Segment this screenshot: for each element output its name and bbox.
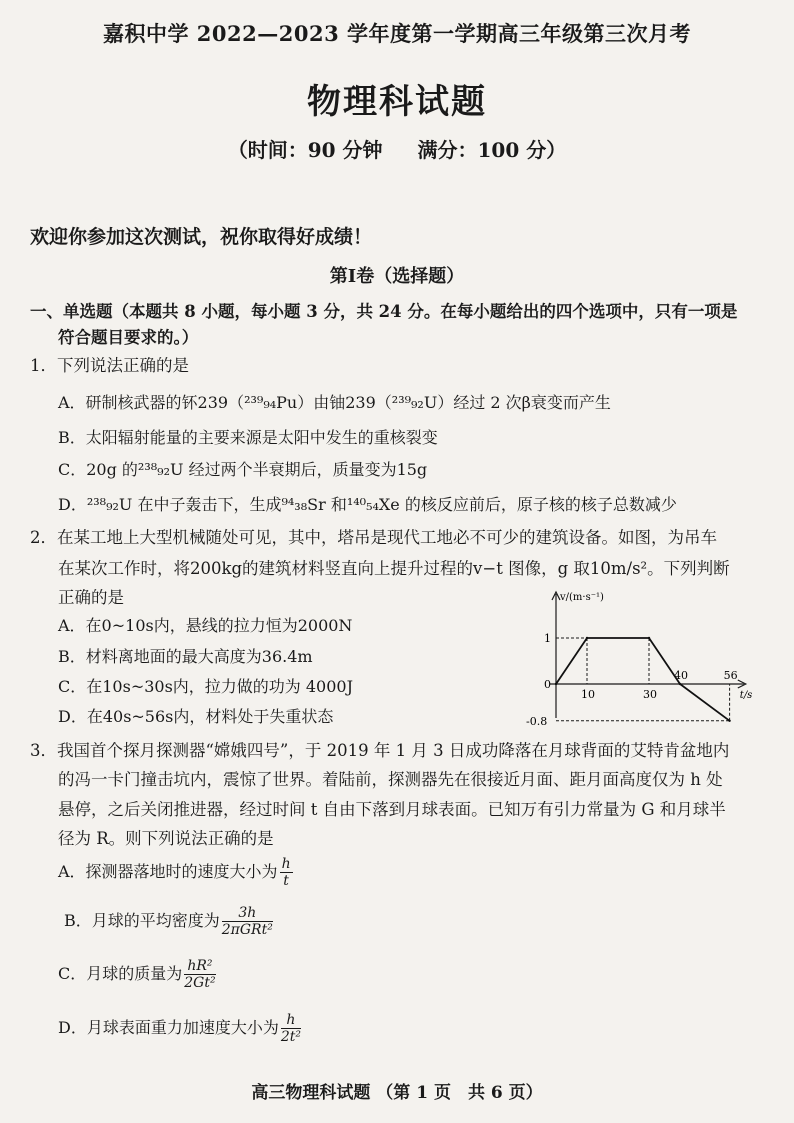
q2-stem-line1: 2．在某工地上大型机械随处可见，其中，塔吊是现代工地必不可少的建筑设备。如图，为吊车 [30, 528, 717, 547]
q3-option-c-fraction [184, 958, 215, 991]
fraction-denominator: t [283, 873, 289, 889]
exam-meta [0, 134, 794, 163]
y-tick-label: -0.8 [526, 714, 548, 728]
exam-score: 满分：100 分） [417, 138, 567, 162]
data-point [728, 720, 730, 722]
y-axis-label: v/(m·s⁻¹) [560, 592, 604, 603]
x-axis-label: t/s [739, 690, 753, 701]
q3-option-a-text: A．探测器落地时的速度大小为 [58, 862, 278, 881]
page-footer: 高三物理科试题 （第 1 页 共 6 页） [251, 1083, 543, 1103]
q3-option-a [58, 856, 293, 889]
data-point [586, 637, 588, 639]
fraction-numerator: h [281, 856, 291, 872]
x-tick-label: 30 [643, 688, 657, 701]
q3-option-b-text: B．月球的平均密度为 [64, 911, 220, 930]
q1-stem: 1．下列说法正确的是 [30, 356, 189, 375]
q2-option-c: C．在10s~30s内，拉力做的功为 4000J [58, 677, 354, 696]
welcome-text: 欢迎你参加这次测试，祝你取得好成绩！ [30, 226, 373, 248]
x-tick-label: 40 [674, 669, 688, 682]
y-tick-label: 1 [544, 632, 551, 645]
q3-option-c [58, 958, 216, 991]
volume-heading: 第Ⅰ卷（选择题） [329, 266, 465, 287]
q3-stem-line1: 3．我国首个探月探测器“嫦娥四号”，于 2019 年 1 月 3 日成功降落在月球背面的艾特肯盆地内 [30, 741, 730, 760]
data-point [679, 683, 681, 685]
fraction-denominator: 2πGRt² [221, 922, 273, 938]
q1-option-d: D．²³⁸₉₂U 在中子轰击下，生成⁹⁴₃₈Sr 和¹⁴⁰₅₄Xe 的核反应前后，原子核的核子总数减少 [58, 495, 677, 514]
q2-option-a: A．在0~10s内，悬线的拉力恒为2000N [58, 616, 353, 635]
q3-option-c-text: C．月球的质量为 [58, 964, 183, 983]
q3-option-a-fraction [280, 856, 293, 889]
q3-option-b-fraction [222, 905, 273, 938]
exam-time: （时间：90 分钟 [227, 138, 383, 162]
q3-option-d-fraction [281, 1012, 301, 1045]
x-tick-label: 10 [581, 688, 595, 701]
vt-chart [520, 586, 753, 728]
origin-label: 0 [544, 678, 551, 691]
q3-stem-line2: 的冯一卡门撞击坑内，震惊了世界。着陆前，探测器先在很接近月面、距月面高度仅为 h 处 [58, 770, 723, 789]
q3-option-b [64, 905, 273, 938]
q3-option-d [58, 1012, 301, 1045]
fraction-denominator: 2t² [280, 1029, 301, 1045]
q3-stem-line4: 径为 R。则下列说法正确的是 [58, 829, 274, 848]
q3-option-d-text: D．月球表面重力加速度大小为 [58, 1018, 279, 1037]
x-tick-label: 56 [723, 669, 738, 682]
fraction-numerator: 3h [222, 905, 273, 922]
q2-option-d: D．在40s~56s内，材料处于失重状态 [58, 707, 334, 726]
q2-stem-line3: 正确的是 [58, 588, 124, 607]
school-header: 嘉积中学 2022—2023 学年度第一学期高三年级第三次月考 [102, 21, 691, 46]
section-instructions-line1: 一、单选题（本题共 8 小题，每小题 3 分，共 24 分。在每小题给出的四个选项中，只有一项是 [30, 302, 738, 321]
q1-option-b: B．太阳辐射能量的主要来源是太阳中发生的重核裂变 [58, 428, 438, 447]
velocity-series-line [556, 638, 730, 721]
q2-option-b: B．材料离地面的最大高度为36.4m [58, 647, 313, 666]
q1-option-a: A．研制核武器的钚239（²³⁹₉₄Pu）由铀239（²³⁹₉₂U）经过 2 次β衰变而产生 [58, 393, 611, 412]
section-instructions-line2: 符合题目要求的。） [58, 328, 199, 347]
data-point [555, 683, 557, 685]
data-point [648, 637, 650, 639]
fraction-denominator: 2Gt² [184, 975, 216, 991]
q3-stem-line3: 悬停，之后关闭推进器，经过时间 t 自由下落到月球表面。已知万有引力常量为 G 和月球半 [58, 800, 726, 819]
page-title: 物理科试题 [307, 82, 487, 122]
fraction-numerator: h [281, 1012, 301, 1029]
fraction-numerator: hR² [184, 958, 215, 975]
q2-stem-line2: 在某次工作时，将200kg的建筑材料竖直向上提升过程的v−t 图像，g 取10m/s²。下列判断 [58, 559, 730, 578]
q1-option-c: C．20g 的²³⁸₉₂U 经过两个半衰期后，质量变为15g [58, 460, 428, 479]
